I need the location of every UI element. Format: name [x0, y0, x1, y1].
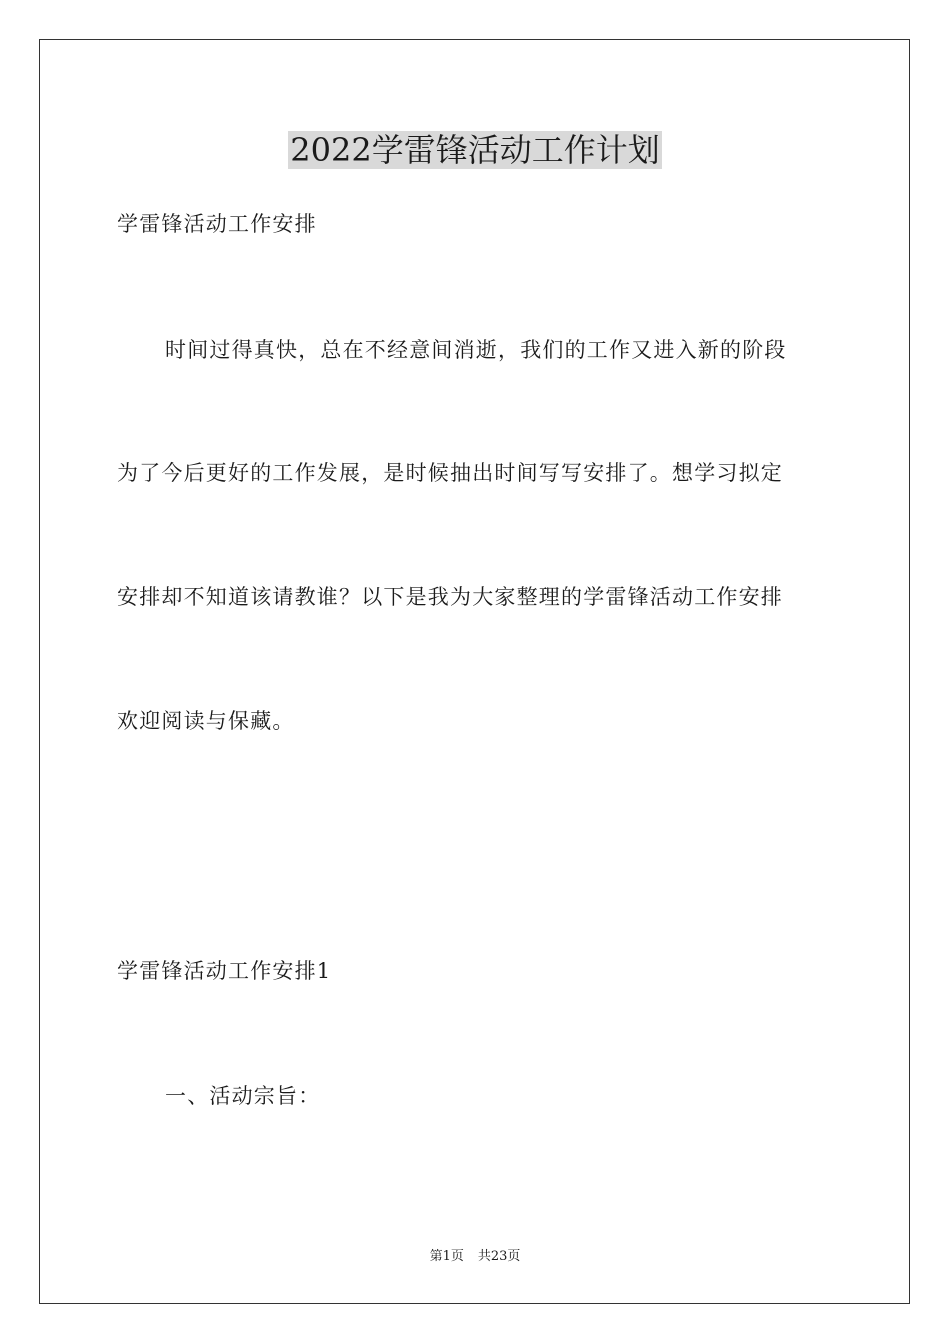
document-title-text: 2022学雷锋活动工作计划	[290, 131, 660, 169]
page-footer	[0, 1248, 950, 1266]
paragraph-line: 安排却不知道该请教谁？以下是我为大家整理的学雷锋活动工作安排	[117, 585, 783, 609]
subtitle: 学雷锋活动工作安排	[117, 212, 317, 236]
item-heading: 一、活动宗旨：	[165, 1084, 321, 1108]
paragraph-line: 欢迎阅读与保藏。	[117, 709, 295, 733]
document-title	[0, 128, 950, 172]
page-total: 共23页	[477, 1249, 521, 1264]
page-number: 第1页	[429, 1249, 464, 1264]
section-heading: 学雷锋活动工作安排1	[117, 959, 332, 983]
paragraph-line: 时间过得真快，总在不经意间消逝，我们的工作又进入新的阶段	[165, 338, 787, 362]
paragraph-line: 为了今后更好的工作发展，是时候抽出时间写写安排了。想学习拟定	[117, 461, 783, 485]
